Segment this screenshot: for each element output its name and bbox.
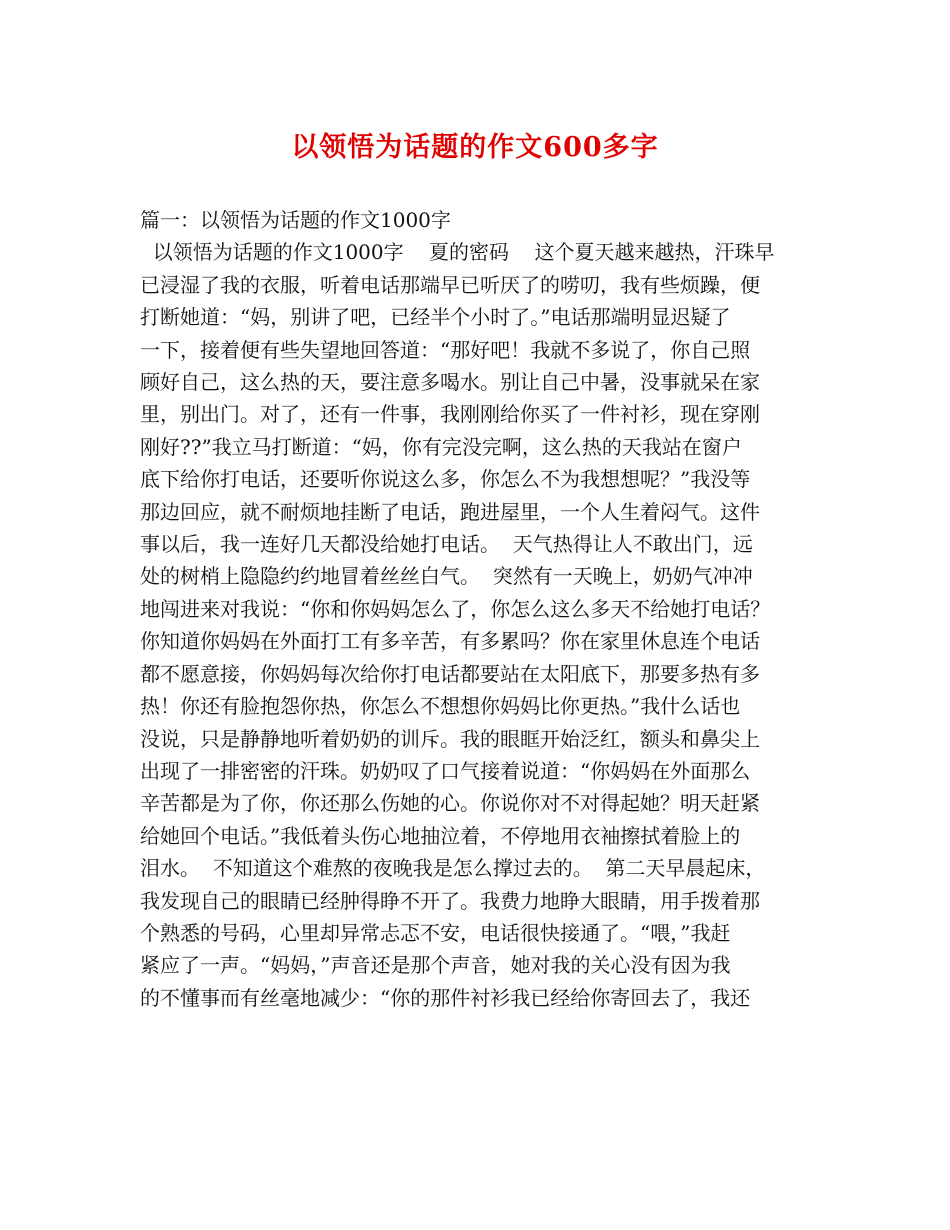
body-line: 打断她道：“妈，别讲了吧，已经半个小时了。”电话那端明显迟疑了 [140,305,731,330]
body-line: 处的树梢上隐隐约约地冒着丝丝白气。 突然有一天晚上，奶奶气冲冲 [140,564,753,589]
body-line: 以领悟为话题的作文1000字 夏的密码 这个夏天越来越热，汗珠早 [140,240,775,265]
body-line: 泪水。 不知道这个难熬的夜晚我是怎么撑过去的。 第二天早晨起床， [140,856,766,881]
body-line: 热！你还有脸抱怨你热，你怎么不想想你妈妈比你更热。”我什么话也 [140,694,741,719]
body-line: 那边回应，就不耐烦地挂断了电话，跑进屋里，一个人生着闷气。这件 [140,499,760,524]
body-line: 顾好自己，这么热的天，要注意多喝水。别让自己中暑，没事就呆在家 [140,370,760,395]
body-line: 给她回个电话。”我低着头伤心地抽泣着，不停地用衣袖擦拭着脸上的 [140,823,741,848]
body-line: 刚好??”我立马打断道：“妈，你有完没完啊，这么热的天我站在窗户 [140,434,742,459]
body-line: 地闯进来对我说：“你和你妈妈怎么了，你怎么这么多天不给她打电话？ [140,596,771,621]
body-line: 事以后，我一连好几天都没给她打电话。 天气热得让人不敢出门，远 [140,532,753,557]
body-line: 都不愿意接，你妈妈每次给你打电话都要站在太阳底下，那要多热有多 [140,661,760,686]
document-body [140,204,820,1014]
body-line: 的不懂事而有丝毫地减少：“你的那件衬衫我已经给你寄回去了，我还 [140,985,751,1010]
body-line: 篇一：以领悟为话题的作文1000字 [140,208,451,232]
body-line: 出现了一排密密的汗珠。奶奶叹了口气接着说道：“你妈妈在外面那么 [140,758,751,783]
document-title: 以领悟为话题的作文600多字 [291,132,659,163]
body-line: 里，别出门。对了，还有一件事，我刚刚给你买了一件衬衫，现在穿刚 [140,402,760,427]
body-line: 一下，接着便有些失望地回答道：“那好吧！我就不多说了，你自己照 [140,337,751,362]
body-line: 我发现自己的眼睛已经肿得睁不开了。我费力地睁大眼睛，用手拨着那 [140,888,760,913]
body-line: 没说，只是静静地听着奶奶的训斥。我的眼眶开始泛红，额头和鼻尖上 [140,726,760,751]
body-line: 已浸湿了我的衣服，听着电话那端早已听厌了的唠叨，我有些烦躁，便 [140,272,760,297]
body-line: 紧应了一声。“妈妈，”声音还是那个声音，她对我的关心没有因为我 [140,953,731,978]
body-line: 底下给你打电话，还要听你说这么多，你怎么不为我想想呢？”我没等 [140,467,751,492]
body-line: 你知道你妈妈在外面打工有多辛苦，有多累吗？你在家里休息连个电话 [140,629,760,654]
body-line: 个熟悉的号码，心里却异常忐忑不安，电话很快接通了。“喂，”我赶 [140,920,731,945]
body-line: 辛苦都是为了你，你还那么伤她的心。你说你对不对得起她？明天赶紧 [140,791,760,816]
